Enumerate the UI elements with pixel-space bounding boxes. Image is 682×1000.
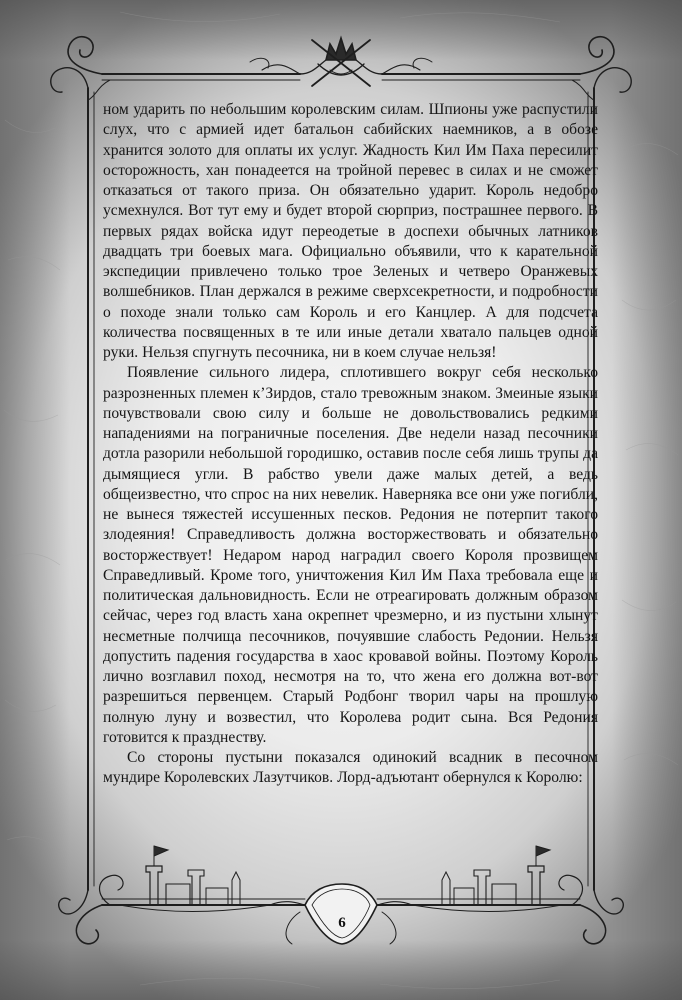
paragraph-2: Появление сильного лидера, сплотившего вокруг себя несколько разрозненных племен к’Зирдов, стало тревожным знаком. Змеиные языки почувствовали свою силу и больше не довольствовались редкими нападениями на пограничные поселения. Две недели назад песочники дотла разорили небольшой городишко, оставив после себя лишь трупы да дымящиеся угли. В рабство увели даже малых детей, а ведь общеизвестно, что спрос на них невелик. Наверняка все они уже погибли, не вынеся тяжестей иссушенных песков. Редония не потерпит такого злодеяния! Справедливость должна восторжествовать и обязательно восторжествует! Недаром народ наградил своего Короля прозвищем Справедливый. Кроме того, уничтожения Кил Им Паха требовала еще и политическая дальновидность. Если не отреагировать должным образом сейчас, через год власть хана окрепнет чрезмерно, и из пустыни хлынут несметные полчища песочников, почуявшие слабость Редонии. Нельзя допустить падения государства в хаос кровавой войны. Поэтому Король лично возглавил поход, несмотря на то, что жена его должна вот-вот разрешиться первенцем. Старый Родбонг творил чары на прошлую полную луну и возвестил, что Королева родит сына. Вся Редония готовится к празднеству. bbox=[103, 364, 598, 746]
body-text bbox=[103, 100, 598, 789]
paragraph-3: Со стороны пустыни показался одинокий всадник в песочном мундире Королевских Лазутчиков. Лорд-адъютант обернулся к Королю: bbox=[103, 749, 598, 787]
page-number: 6 bbox=[338, 915, 346, 931]
paragraph-1: ном ударить по небольшим королевским силам. Шпионы уже распустили слух, что с армией идет батальон сабийских наемников, а в обозе хранится золото для оплаты их услуг. Жадность Кил Им Паха пересилит осторожность, хан понадеется на тройной перевес в силах и не сможет отказаться от такого приза. Он обязательно ударит. Король недобро усмехнулся. Вот тут ему и будет второй сюрприз, пострашнее первого. В первых рядах войска идут переодетые в доспехи обычных латников двадцать три боевых мага. Официально объявили, что к карательной экспедиции привлечено только трое Зеленых и четверо Оранжевых волшебников. План держался в режиме сверхсекретности, и подробности о походе знали только сам Король и его Канцлер. А для подсчета количества посвященных в те или иные детали хватало пальцев одной руки. Нельзя спугнуть песочника, ни в коем случае нельзя! bbox=[103, 101, 598, 361]
